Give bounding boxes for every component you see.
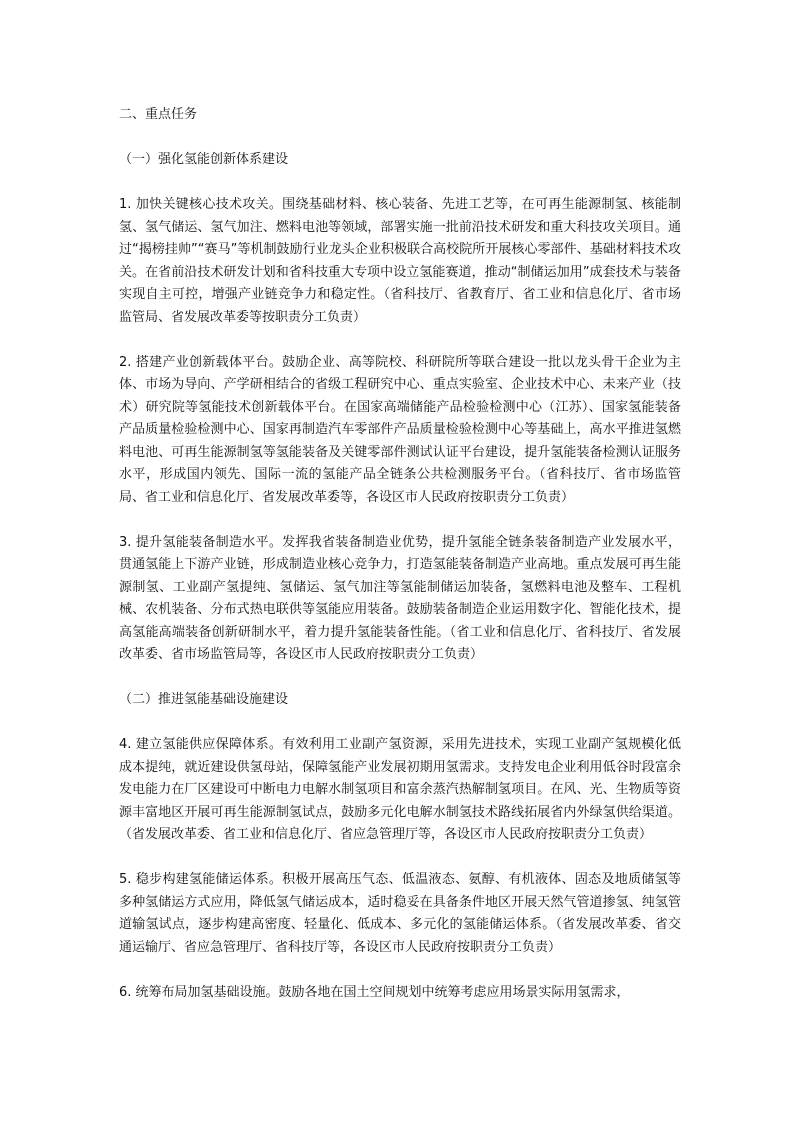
paragraph-6: 6. 统筹布局加氢基础设施。鼓励各地在国土空间规划中统筹考虑应用场景实际用氢需求，	[119, 984, 630, 1000]
section-title: 二、重点任务	[119, 107, 198, 122]
paragraph-1: 1. 加快关键核心技术攻关。围绕基础材料、核心装备、先进工艺等，在可再生能源制氢、核能制氢、氢气储运、氢气加注、燃料电池等领域，部署实施一批前沿技术研发和重大科技攻关项目。通过“揭榜挂帅”“赛马”等机制鼓励行业龙头企业积极联合高校院所开展核心零部件、基础材料技术攻关。在省前沿技术研发计划和省科技重大专项中设立氢能赛道，推动“制储运加用”成套技术与装备实现自主可控，增强产业链竞争力和稳定性。（省科技厅、省教育厅、省工业和信息化厅、省市场监管局、省发展改革委等按职责分工负责）	[119, 197, 681, 325]
paragraph-3: 3. 提升氢能装备制造水平。发挥我省装备制造业优势，提升氢能全链条装备制造产业发展水平，贯通氢能上下游产业链，形成制造业核心竞争力，打造氢能装备制造产业高地。重点发展可再生能源制氢、工业副产氢提纯、氢储运、氢气加注等氢能制储运加装备，氢燃料电池及整车、工程机械、农机装备、分布式热电联供等氢能应用装备。鼓励装备制造企业运用数字化、智能化技术，提高氢能高端装备创新研制水平，着力提升氢能装备性能。（省工业和信息化厅、省科技厅、省发展改革委、省市场监管局等，各设区市人民政府按职责分工负责）	[119, 534, 681, 662]
paragraph-4: 4. 建立氢能供应保障体系。有效利用工业副产氢资源，采用先进技术，实现工业副产氢规模化低成本提纯，就近建设供氢母站，保障氢能产业发展初期用氢需求。支持发电企业利用低谷时段富余发电能力在厂区建设可中断电力电解水制氢项目和富余蒸汽热解制氢项目。在风、光、生物质等资源丰富地区开展可再生能源制氢试点，鼓励多元化电解水制氢技术路线拓展省内外绿氢供给渠道。（省发展改革委、省工业和信息化厅、省应急管理厅等，各设区市人民政府按职责分工负责）	[119, 737, 681, 842]
paragraph-5: 5. 稳步构建氢能储运体系。积极开展高压气态、低温液态、氨醇、有机液体、固态及地质储氢等多种氢储运方式应用，降低氢气储运成本，适时稳妥在具备条件地区开展天然气管道掺氢、纯氢管道输氢试点，逐步构建高密度、轻量化、低成本、多元化的氢能储运体系。（省发展改革委、省交通运输厅、省应急管理厅、省科技厅等，各设区市人民政府按职责分工负责）	[119, 872, 681, 955]
subsection-title-2: （二）推进氢能基础设施建设	[119, 692, 289, 707]
document-body	[119, 104, 681, 1027]
paragraph-2: 2. 搭建产业创新载体平台。鼓励企业、高等院校、科研院所等联合建设一批以龙头骨干企业为主体、市场为导向、产学研相结合的省级工程研究中心、重点实验室、企业技术中心、未来产业（技术）研究院等氢能技术创新载体平台。在国家高端储能产品检验检测中心（江苏）、国家氢能装备产品质量检验检测中心、国家再制造汽车零部件产品质量检验检测中心等基础上，高水平推进氢燃料电池、可再生能源制氢等氢能装备及关键零部件测试认证平台建设，提升氢能装备检测认证服务水平，形成国内领先、国际一流的氢能产品全链条公共检测服务平台。（省科技厅、省市场监管局、省工业和信息化厅、省发展改革委等，各设区市人民政府按职责分工负责）	[119, 354, 681, 505]
subsection-title-1: （一）强化氢能创新体系建设	[119, 152, 289, 167]
